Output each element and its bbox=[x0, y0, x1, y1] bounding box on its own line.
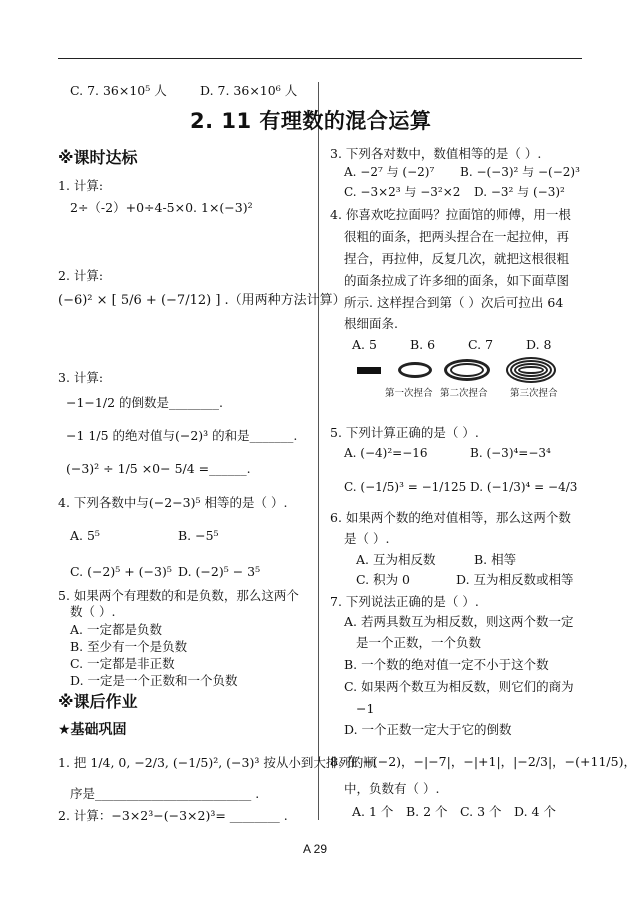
header-option-d: D. 7. 36×10⁶ 人 bbox=[200, 83, 298, 98]
q2-expression: (−6)² × [ 5/6 + (−7/12) ] .（用两种方法计算） bbox=[58, 293, 346, 308]
r-q5-stem: 5. 下列计算正确的是（ ）. bbox=[330, 425, 479, 440]
q3-label: 3. 计算: bbox=[58, 370, 104, 385]
noodle-ring-image bbox=[398, 362, 432, 378]
header-rule bbox=[58, 58, 582, 59]
r-q7-option-b: B. 一个数的绝对值一定不小于这个数 bbox=[344, 657, 549, 672]
r-q3-option-b: B. −(−3)² 与 −(−2)³ bbox=[460, 165, 580, 179]
q1-label: 1. 计算: bbox=[58, 178, 104, 193]
r-q4-line6: 根细面条. bbox=[344, 316, 398, 331]
r-q8-line2: 中，负数有（ ）. bbox=[344, 781, 440, 796]
r-q7-option-c: C. 如果两个数互为相反数，则它们的商为 bbox=[344, 679, 574, 694]
r-q4-option-d: D. 8 bbox=[526, 337, 552, 352]
q5-option-d: D. 一定是一个正数和一个负数 bbox=[70, 673, 238, 688]
section-heading-homework: ※课后作业 bbox=[58, 692, 138, 711]
noodle-bar-image bbox=[357, 367, 381, 374]
q3-part-c: (−3)² ÷ 1/5 ×0− 5/4 =______. bbox=[66, 461, 251, 476]
r-q7-option-a-cont: 是一个正数，一个负数 bbox=[356, 635, 482, 650]
r-q4-line1: 4. 你喜欢吃拉面吗？拉面馆的师傅，用一根 bbox=[330, 207, 571, 222]
r-q7-option-d: D. 一个正数一定大于它的倒数 bbox=[344, 722, 512, 737]
r-q6-line2: 是（ ）. bbox=[344, 531, 390, 546]
q5-option-c: C. 一定都是非正数 bbox=[70, 656, 175, 671]
r-q8-line1: 8. 在 −(−2)，−|−7|，−|+1|，|−2/3|，−(+11/5)， bbox=[330, 754, 636, 769]
r-q3-option-a: A. −2⁷ 与 (−2)⁷ bbox=[344, 165, 435, 179]
q5-stem-cont: 数（ ）. bbox=[70, 604, 116, 619]
r-q4-line5: 所示. 这样捏合到第（ ）次后可拉出 64 bbox=[344, 295, 564, 310]
noodle-caption-2: 第二次捏合 bbox=[440, 388, 488, 399]
r-q4-line4: 的面条拉成了许多细的面条，如下面草图 bbox=[344, 273, 570, 288]
r-q7-option-c-cont: −1 bbox=[356, 701, 375, 716]
q4-option-b: B. −5⁵ bbox=[178, 528, 219, 543]
page-title: 2. 11 有理数的混合运算 bbox=[190, 109, 432, 133]
r-q6-option-b: B. 相等 bbox=[474, 552, 517, 567]
q4-option-a: A. 5⁵ bbox=[70, 528, 100, 543]
noodle-caption-3: 第三次捏合 bbox=[510, 388, 558, 399]
r-q4-option-b: B. 6 bbox=[410, 337, 436, 352]
page-number: A 29 bbox=[303, 842, 328, 856]
hw-q1-cont: 序是_________________________ . bbox=[70, 786, 260, 801]
header-option-c: C. 7. 36×10⁵ 人 bbox=[70, 83, 167, 98]
hw-q1: 1. 把 1/4, 0, −2/3, (−1/5)², (−3)³ 按从小到大排列的顺 bbox=[58, 755, 376, 770]
q5-option-b: B. 至少有一个是负数 bbox=[70, 639, 188, 654]
r-q6-line1: 6. 如果两个数的绝对值相等，那么这两个数 bbox=[330, 510, 571, 525]
r-q8-option-d: D. 4 个 bbox=[514, 804, 556, 819]
q4-stem: 4. 下列各数中与(−2−3)⁵ 相等的是（ ）. bbox=[58, 495, 288, 510]
r-q5-option-a: A. (−4)²=−16 bbox=[344, 446, 428, 460]
r-q4-option-c: C. 7 bbox=[468, 337, 494, 352]
q5-stem: 5. 如果两个有理数的和是负数，那么这两个 bbox=[58, 588, 299, 603]
r-q7-option-a: A. 若两具数互为相反数，则这两个数一定 bbox=[344, 614, 574, 629]
r-q4-line2: 很粗的面条，把两头捏合在一起拉伸，再 bbox=[344, 229, 570, 244]
q3-part-b: −1 1/5 的绝对值与(−2)³ 的和是_______. bbox=[66, 428, 298, 443]
subsection-heading-basic: ★基础巩固 bbox=[58, 722, 127, 738]
section-heading-class: ※课时达标 bbox=[58, 148, 138, 167]
q5-option-a: A. 一定都是负数 bbox=[70, 622, 162, 637]
noodle-caption-1: 第一次捏合 bbox=[385, 388, 433, 399]
r-q8-option-b: B. 2 个 bbox=[406, 804, 448, 819]
r-q6-option-a: A. 互为相反数 bbox=[356, 552, 436, 567]
r-q8-option-c: C. 3 个 bbox=[460, 804, 502, 819]
r-q3-option-d: D. −3² 与 (−3)² bbox=[474, 185, 565, 199]
q3-part-a: −1−1/2 的倒数是________. bbox=[66, 395, 223, 410]
hw-q2: 2. 计算：−3×2³−(−3×2)³= ________ . bbox=[58, 808, 288, 823]
r-q6-option-d: D. 互为相反数或相等 bbox=[456, 572, 574, 587]
r-q6-option-c: C. 积为 0 bbox=[356, 572, 410, 587]
r-q5-option-c: C. (−1/5)³ = −1/125 bbox=[344, 480, 467, 494]
r-q8-option-a: A. 1 个 bbox=[352, 804, 394, 819]
column-divider bbox=[318, 82, 319, 820]
r-q4-line3: 捏合，再拉伸，反复几次，就把这根很粗 bbox=[344, 251, 570, 266]
r-q5-option-b: B. (−3)⁴=−3⁴ bbox=[470, 446, 551, 460]
r-q5-option-d: D. (−1/3)⁴ = −4/3 bbox=[470, 480, 578, 494]
q4-option-d: D. (−2)⁵ − 3⁵ bbox=[178, 564, 261, 579]
q1-expression: 2÷（-2）+0÷4-5×0. 1×(−3)² bbox=[70, 200, 253, 215]
q4-option-c: C. (−2)⁵ + (−3)⁵ bbox=[70, 564, 172, 579]
r-q3-stem: 3. 下列各对数中，数值相等的是（ ）. bbox=[330, 146, 542, 161]
q2-label: 2. 计算: bbox=[58, 268, 104, 283]
r-q4-option-a: A. 5 bbox=[352, 337, 377, 352]
r-q3-option-c: C. −3×2³ 与 −3²×2 bbox=[344, 185, 461, 199]
r-q7-stem: 7. 下列说法正确的是（ ）. bbox=[330, 594, 479, 609]
